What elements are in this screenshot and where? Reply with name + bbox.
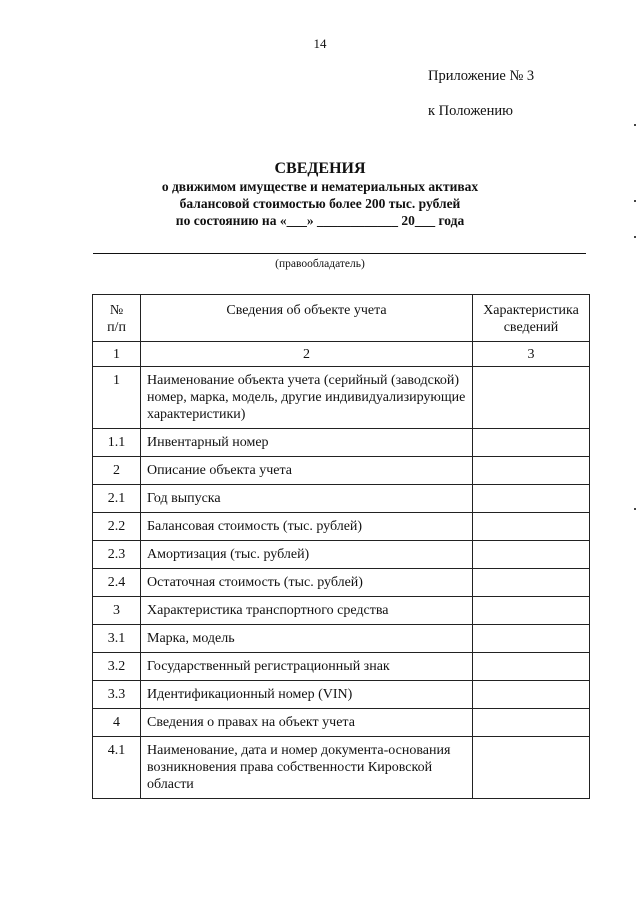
table-row: [93, 513, 590, 541]
row-number: 4: [93, 709, 141, 737]
row-value-cell[interactable]: [473, 653, 590, 681]
row-number: 2.1: [93, 485, 141, 513]
row-description: Идентификационный номер (VIN): [141, 681, 473, 709]
annex-reference: к Положению: [428, 103, 513, 119]
row-description: Сведения о правах на объект учета: [141, 709, 473, 737]
row-value-cell[interactable]: [473, 709, 590, 737]
table-row: [93, 681, 590, 709]
row-number: 3.1: [93, 625, 141, 653]
column-number: 1: [93, 342, 141, 367]
row-value-cell[interactable]: [473, 569, 590, 597]
rights-holder-underline: [93, 253, 586, 254]
row-description: Наименование объекта учета (серийный (заводской) номер, марка, модель, другие индивидуализирующие характеристики): [141, 367, 473, 429]
row-value-cell[interactable]: [473, 367, 590, 429]
table-row: [93, 737, 590, 799]
table-row: [93, 569, 590, 597]
row-description: Характеристика транспортного средства: [141, 597, 473, 625]
row-value-cell[interactable]: [473, 429, 590, 457]
scan-speck: [634, 236, 636, 238]
table-row: [93, 429, 590, 457]
table-row: [93, 709, 590, 737]
row-value-cell[interactable]: [473, 485, 590, 513]
header-characteristic: Характеристика сведений: [473, 295, 590, 342]
row-description: Описание объекта учета: [141, 457, 473, 485]
row-value-cell[interactable]: [473, 513, 590, 541]
row-value-cell[interactable]: [473, 737, 590, 799]
table-row: [93, 625, 590, 653]
row-description: Марка, модель: [141, 625, 473, 653]
row-number: 2.2: [93, 513, 141, 541]
row-number: 1: [93, 367, 141, 429]
header-number: № п/п: [93, 295, 141, 342]
row-value-cell[interactable]: [473, 457, 590, 485]
row-number: 4.1: [93, 737, 141, 799]
row-description: Государственный регистрационный знак: [141, 653, 473, 681]
document-title: СВЕДЕНИЯ: [274, 160, 366, 177]
column-number: 2: [141, 342, 473, 367]
table-row: [93, 541, 590, 569]
row-value-cell[interactable]: [473, 681, 590, 709]
asset-info-table: [92, 294, 590, 799]
scan-speck: [634, 508, 636, 510]
scan-speck: [634, 200, 636, 202]
row-description: Год выпуска: [141, 485, 473, 513]
row-description: Амортизация (тыс. рублей): [141, 541, 473, 569]
header-object-info: Сведения об объекте учета: [141, 295, 473, 342]
row-number: 2: [93, 457, 141, 485]
table-body: [93, 295, 590, 799]
row-number: 3.3: [93, 681, 141, 709]
row-number: 2.4: [93, 569, 141, 597]
document-subtitle-line-1: о движимом имуществе и нематериальных активах: [161, 179, 479, 194]
row-number: 2.3: [93, 541, 141, 569]
row-description: Балансовая стоимость (тыс. рублей): [141, 513, 473, 541]
annex-label: Приложение № 3: [428, 68, 535, 84]
table-header-row: [93, 295, 590, 342]
document-subtitle-line-2: балансовой стоимостью более 200 тыс. рублей: [179, 196, 461, 211]
column-numbering-row: [93, 342, 590, 367]
row-value-cell[interactable]: [473, 625, 590, 653]
row-number: 3.2: [93, 653, 141, 681]
scan-speck: [634, 124, 636, 126]
table-row: [93, 457, 590, 485]
table-row: [93, 653, 590, 681]
page-number: 14: [313, 36, 327, 51]
table-row: [93, 485, 590, 513]
row-description: Инвентарный номер: [141, 429, 473, 457]
row-value-cell[interactable]: [473, 541, 590, 569]
row-number: 1.1: [93, 429, 141, 457]
document-date-line: по состоянию на «___» ____________ 20___ года: [175, 213, 465, 228]
row-description: Остаточная стоимость (тыс. рублей): [141, 569, 473, 597]
table-row: [93, 367, 590, 429]
row-description: Наименование, дата и номер документа-основания возникновения права собственности Кировской области: [141, 737, 473, 799]
row-number: 3: [93, 597, 141, 625]
row-value-cell[interactable]: [473, 597, 590, 625]
rights-holder-caption: (правообладатель): [275, 258, 365, 270]
table-row: [93, 597, 590, 625]
column-number: 3: [473, 342, 590, 367]
